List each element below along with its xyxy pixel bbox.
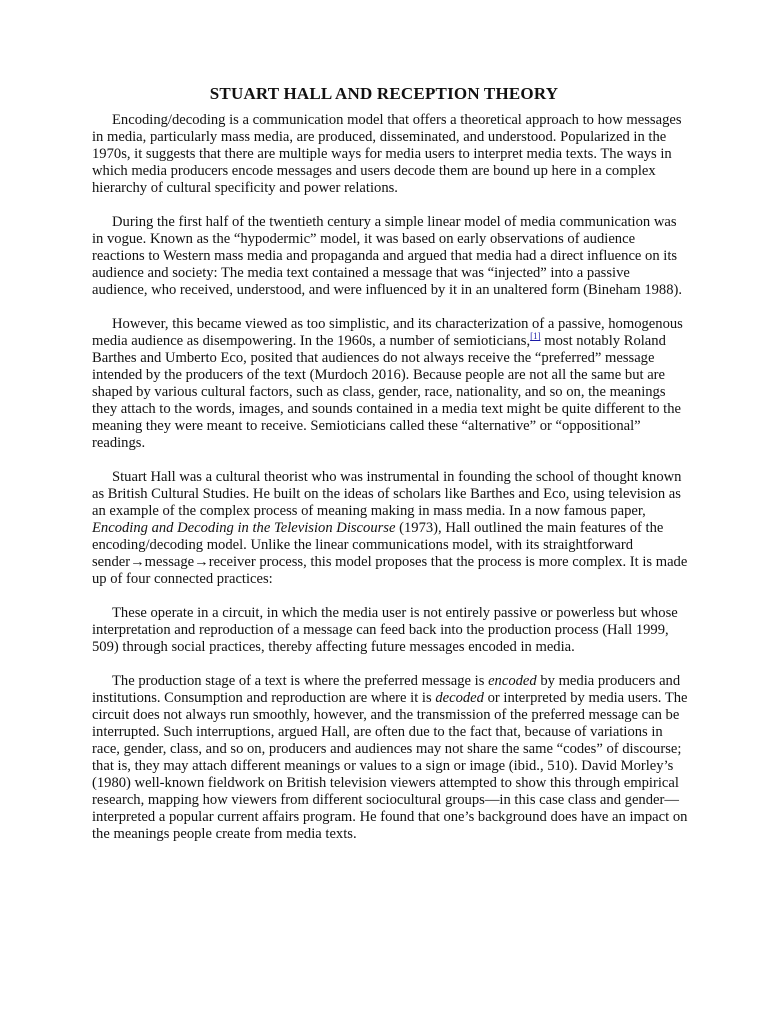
paragraph-4-text-b: (1973), Hall outlined the main features of the encoding/decoding model. Unlike the linear communications model, with its straightforward sender→message→receiver process, this model proposes that the process is more complex. It is made up of four connected practices: xyxy=(92,520,688,587)
paper-title: Encoding and Decoding in the Television Discourse xyxy=(92,520,396,536)
paragraph-1: Encoding/decoding is a communication model that offers a theoretical approach to how messages in media, particularly mass media, are produced, disseminated, and understood. Popularized in the 1970s, it suggests that there are multiple ways for media users to interpret media texts. The ways in which media producers encode messages and users decode them are bound up here in a complex hierarchy of cultural specificity and power relations. xyxy=(92,112,682,196)
paragraph-3-text-b: most notably Roland Barthes and Umberto Eco, posited that audiences do not always receive the “preferred” message intended by the producers of the text (Murdoch 2016). Because people are not all the same but are shaped by various cultural factors, such as class, gender, race, nationality, and so on, the meanings they attach to the words, images, and sounds contained in a media text might be quite different to the meaning they were meant to receive. Semioticians called these “alternative” or “oppositional” readings. xyxy=(92,333,682,451)
page-title: STUART HALL AND RECEPTION THEORY xyxy=(209,84,559,103)
paragraph-4 xyxy=(92,469,688,588)
paragraph-3-text-a: However, this became viewed as too simplistic, and its characterization of a passive, homogenous media audience as disempowering. In the 1960s, a number of semioticians, xyxy=(92,316,683,349)
paragraph-4-text-a: Stuart Hall was a cultural theorist who was instrumental in founding the school of thought known as British Cultural Studies. He built on the ideas of scholars like Barthes and Eco, using television as an example of the complex process of meaning making in mass media. In a now famous paper, xyxy=(92,469,682,519)
paragraph-2: During the first half of the twentieth century a simple linear model of media communication was in vogue. Known as the “hypodermic” model, it was based on early observations of audience reactions to Western mass media and propaganda and argued that media had a direct influence on its audience and society: The media text contained a message that was “injected” into a passive audience, who received, understood, and were influenced by it in an unaltered form (Bineham 1988). xyxy=(92,214,683,298)
paragraph-3 xyxy=(92,316,688,452)
paragraph-6-text-c: or interpreted by media users. The circuit does not always run smoothly, however, and the transmission of the preferred message can be interrupted. Such interruptions, argued Hall, are often due to the fact that, because of variations in race, gender, class, and so on, producers and audiences may not share the same “codes” of discourse; that is, they may attach different meanings or values to a sign or image (ibid., 510). David Morley’s (1980) well-known fieldwork on British television viewers attempted to show this through empirical research, mapping how viewers from different sociocultural groups—in this case class and gender—interpreted a popular current affairs program. He found that one’s background does have an impact on the meanings people create from media texts. xyxy=(92,690,688,842)
paragraph-6-text-b: by media producers and institutions. Consumption and reproduction are where it is xyxy=(92,673,681,706)
encoded-term: encoded xyxy=(488,673,537,689)
paragraph-5: These operate in a circuit, in which the media user is not entirely passive or powerless but whose interpretation and reproduction of a message can feed back into the production process (Hall 1999, 509) through social practices, thereby affecting future messages encoded in media. xyxy=(92,605,678,655)
footnote-link[interactable]: [1] xyxy=(530,331,541,342)
paragraph-6 xyxy=(92,673,688,843)
decoded-term: decoded xyxy=(435,690,484,706)
paragraph-6-text-a: The production stage of a text is where the preferred message is xyxy=(112,673,489,689)
